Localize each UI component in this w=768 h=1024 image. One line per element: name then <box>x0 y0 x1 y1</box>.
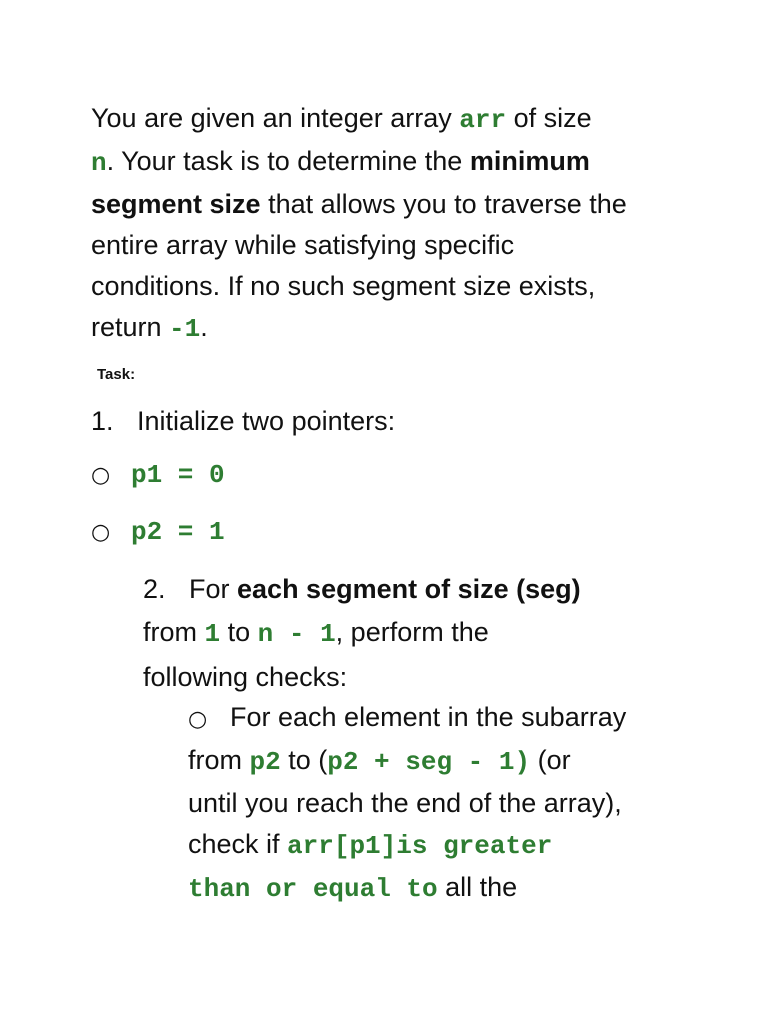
circle-bullet-icon: ○ <box>188 707 208 732</box>
inline-code: arr[p1]is greater <box>287 831 553 861</box>
intro-line-3 <box>91 184 691 225</box>
intro-text: . Your task is to determine the <box>106 146 470 176</box>
intro-line-1 <box>91 98 691 141</box>
step-text: to ( <box>280 745 328 775</box>
step-2-line-2 <box>143 611 663 656</box>
step-text: For each element in the subarray <box>230 702 627 732</box>
sub-line-3: until you reach the end of the array), <box>188 788 622 818</box>
sub-bullet-item <box>188 697 708 910</box>
task-heading: Task: <box>97 366 136 383</box>
step-text: all the <box>437 872 518 902</box>
inline-code: p2 + seg - 1) <box>327 747 531 777</box>
inline-code: arr <box>459 105 507 135</box>
intro-line-4: entire array while satisfying specific <box>91 230 515 260</box>
bold-text: minimum <box>469 146 590 176</box>
step-text: Initialize two pointers: <box>137 406 396 436</box>
bullet-item <box>91 515 225 547</box>
step-text: from <box>188 745 250 775</box>
sub-line-2 <box>188 740 708 783</box>
step-1 <box>91 406 395 437</box>
problem-statement <box>91 98 691 350</box>
step-text: , perform the <box>335 617 489 647</box>
intro-text: of size <box>506 103 592 133</box>
bold-text: segment size <box>91 189 261 219</box>
step-2-line-3: following checks: <box>143 662 348 692</box>
bold-text: each segment of size (seg) <box>237 574 581 604</box>
inline-code: n <box>91 148 107 178</box>
bullet-item <box>91 458 225 490</box>
inline-code: n - 1 <box>257 619 336 649</box>
circle-bullet-icon: ○ <box>91 520 111 545</box>
step-2-line-1 <box>143 568 663 611</box>
list-number: 1. <box>91 406 114 436</box>
step-text: to <box>220 617 258 647</box>
step-text: (or <box>530 745 571 775</box>
step-2 <box>143 568 663 699</box>
intro-text: that allows you to traverse the <box>260 189 627 219</box>
intro-text: return <box>91 312 170 342</box>
inline-code: p1 = 0 <box>131 460 225 490</box>
intro-text: You are given an integer array <box>91 103 460 133</box>
sub-line-5 <box>188 867 708 910</box>
intro-line-2 <box>91 141 691 184</box>
step-text: For <box>189 574 238 604</box>
circle-bullet-icon: ○ <box>91 463 111 488</box>
list-number: 2. <box>143 574 166 604</box>
sub-line-1 <box>188 697 708 740</box>
inline-code: p2 = 1 <box>131 517 225 547</box>
inline-code: -1 <box>169 314 201 344</box>
sub-line-4 <box>188 824 708 867</box>
intro-text: . <box>200 312 208 342</box>
inline-code: than or equal to <box>188 874 438 904</box>
inline-code: p2 <box>249 747 281 777</box>
step-text: check if <box>188 829 288 859</box>
intro-line-6 <box>91 307 691 350</box>
inline-code: 1 <box>204 619 221 649</box>
intro-line-5: conditions. If no such segment size exists, <box>91 271 596 301</box>
step-text: from <box>143 617 205 647</box>
